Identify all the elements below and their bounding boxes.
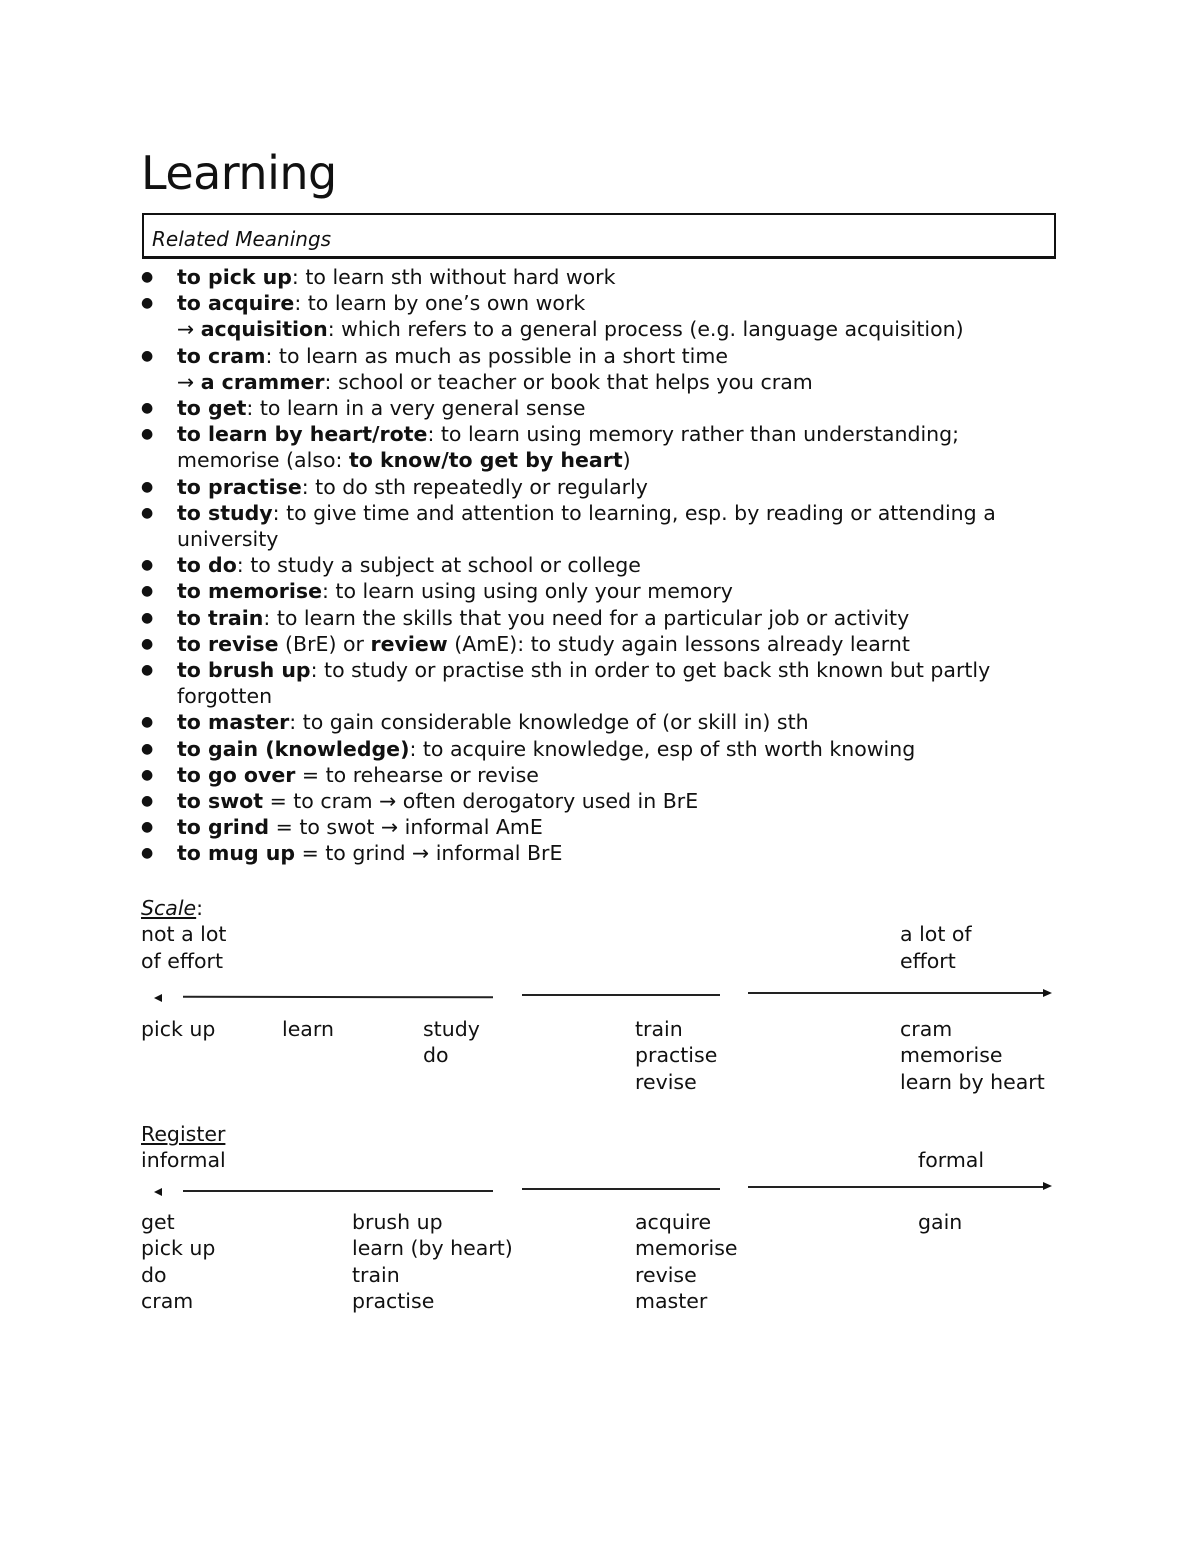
definition-item [141,578,1061,604]
definition-derivative [177,369,1061,395]
scale-word: learn by heart [900,1069,1045,1094]
definition-text: : to learn using using only your memory [321,579,733,604]
register-word: acquire [635,1210,712,1234]
register-heading: Register [141,1122,226,1146]
definition-text: ) [622,448,631,473]
arrow-icon: → [177,317,201,342]
definition-text: : to gain considerable knowledge of (or skill in) sth [289,710,809,735]
definition-term: to brush up [177,658,311,683]
definition-term: to know/to get by heart [348,448,623,473]
register-word: learn (by heart) [352,1236,513,1261]
derivative-text: : which refers to a general process (e.g. language acquisition) [327,317,964,342]
definition-term: to mug up [177,841,296,866]
definition-term: to master [177,710,290,735]
definition-text: : to study or practise sth in order to get back sth known but partly forgotten [177,658,991,709]
scale-axis-segment [183,996,493,999]
definition-text: : to learn as much as possible in a short time [265,343,728,368]
scale-column [900,1016,1045,1095]
definition-text: : to do sth repeatedly or regularly [301,474,648,499]
register-column [352,1209,513,1314]
register-word: pick up [141,1236,216,1261]
arrow-icon: → [177,369,201,394]
scale-column [423,1016,480,1069]
scale-word: pick up [141,1017,216,1041]
page-title: Learning [141,146,337,200]
register-column [918,1209,962,1235]
register-word: do [141,1262,167,1287]
scale-word: memorise [900,1043,1003,1068]
derivative-term: a crammer [200,369,325,394]
definition-term: to grind [177,815,270,840]
definition-item [141,264,1061,290]
scale-left-label: not a lot of effort [141,922,227,973]
definition-item [141,500,1061,552]
scale-heading: Scale: [141,896,204,920]
register-word: cram [141,1288,194,1313]
register-left-label: informal [141,1148,226,1172]
scale-column [282,1016,334,1042]
definition-item [141,788,1061,814]
register-word: train [352,1262,400,1287]
definition-term: to learn by heart/rote [177,422,428,447]
related-meanings-label: Related Meanings [152,227,332,251]
scale-column [141,1016,215,1042]
definition-item [141,657,1061,709]
register-word: master [635,1288,708,1313]
definition-item [141,736,1061,762]
definition-item [141,631,1061,657]
definition-term: to revise [177,631,279,656]
register-column [141,1209,215,1314]
definition-term: to train [177,605,264,630]
scale-word: practise [635,1043,718,1068]
definition-item [141,421,1061,473]
definition-text: : to learn sth without hard work [291,265,616,289]
definition-text: : to acquire knowledge, esp of sth worth knowing [409,736,916,761]
definition-term: to gain (knowledge) [177,736,410,761]
definition-term: to practise [177,474,302,499]
register-axis-segment [522,1188,720,1190]
definition-term: to get [177,396,247,421]
register-word: gain [918,1210,963,1234]
scale-word: cram [900,1017,953,1041]
definition-text: : to learn the skills that you need for a particular job or activity [263,605,910,630]
definition-item [141,840,1061,866]
definition-item [141,814,1061,840]
definition-item [141,552,1061,578]
scale-word: learn [282,1017,334,1041]
definition-term: to do [177,553,237,578]
definition-text: = to swot → informal AmE [269,815,543,840]
register-word: brush up [352,1210,443,1234]
definition-text: : to give time and attention to learning, esp. by reading or attending a university [177,500,996,552]
definition-term: to acquire [177,291,295,316]
definition-text: = to cram → often derogatory used in BrE [263,789,699,814]
scale-word: train [635,1017,683,1041]
definition-term: to study [177,500,273,525]
definition-item [141,343,1061,395]
scale-word: study [423,1017,480,1041]
register-column [635,1209,738,1314]
definition-text: (AmE): to study again lessons already learnt [447,631,910,656]
definition-text: : to learn in a very general sense [246,396,586,421]
definition-item [141,395,1061,421]
register-right-label: formal [918,1148,985,1172]
scale-right-label: a lot of effort [900,922,972,973]
definition-text: (BrE) or [278,631,371,656]
scale-axis-segment [748,992,1044,994]
definitions-list [141,264,1061,867]
scale-arrow-right-icon [1043,989,1052,997]
definition-term: to memorise [177,579,322,604]
register-word: practise [352,1288,435,1313]
definition-text: : to study a subject at school or college [236,553,641,578]
definition-item [141,709,1061,735]
register-word: get [141,1210,175,1234]
definition-text: = to grind → informal BrE [295,841,563,866]
scale-word: do [423,1043,449,1068]
scale-word: revise [635,1069,697,1094]
definition-text: : to learn using memory rather than understanding; memorise (also: [177,422,960,473]
scale-column [635,1016,717,1095]
register-axis-segment [748,1186,1044,1188]
definition-item [141,762,1061,788]
definition-term: to go over [177,762,296,787]
scale-axis-segment [522,994,720,996]
register-arrow-right-icon [1043,1182,1052,1190]
derivative-text: : school or teacher or book that helps you cram [324,369,813,394]
register-axis-segment [183,1190,493,1192]
derivative-term: acquisition [200,317,328,342]
scale-arrow-left-icon [154,994,162,1002]
definition-text: = to rehearse or revise [295,762,539,787]
definition-term: to swot [177,789,264,814]
definition-text: : to learn by one’s own work [294,291,586,316]
definition-term: to pick up [177,265,292,289]
definition-item [141,290,1061,342]
register-word: revise [635,1262,697,1287]
definition-item [141,474,1061,500]
definition-term: to cram [177,343,266,368]
register-word: memorise [635,1236,738,1261]
register-arrow-left-icon [154,1188,162,1196]
definition-item [141,605,1061,631]
definition-term: review [370,631,448,656]
definition-derivative [177,316,1061,342]
related-meanings-box [142,213,1056,259]
